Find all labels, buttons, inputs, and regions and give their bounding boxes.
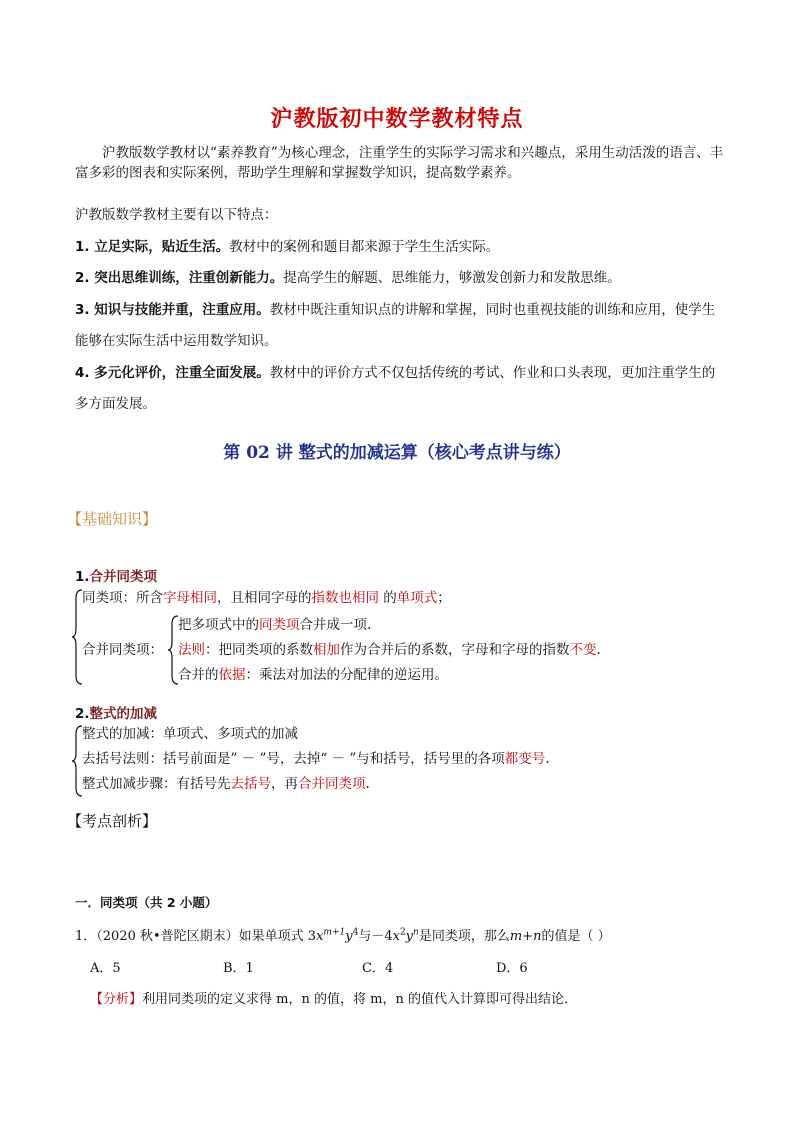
intro-lead: 沪教版数学教材主要有以下特点： <box>75 207 278 223</box>
option-a[interactable]: A．5 <box>90 961 121 976</box>
option-d[interactable]: D．6 <box>496 961 528 976</box>
section-2-heading: 2.整式的加减 <box>75 706 158 722</box>
question-1-analysis: 【分析】利用同类项的定义求得 m，n 的值，将 m，n 的值代入计算即可得出结论． <box>90 992 577 1007</box>
question-section-title: 一．同类项（共 2 小题） <box>75 895 218 910</box>
s2-line-1: 整式的加减：单项式、多项式的加减 <box>82 726 298 742</box>
s1-line-3: 法则：把同类项的系数相加作为合并后的系数，字母和字母的指数不变. <box>178 642 601 658</box>
question-1-stem: 1．（2020 秋•普陀区期末）如果单项式 $3x^{m+1}y^4$与$-4x^2y^n$是同类项，那么m+n的值是（ ） <box>75 927 611 944</box>
option-c[interactable]: C．4 <box>362 961 394 976</box>
analysis-label: 【考点剖析】 <box>67 812 158 830</box>
s1-line-2: 把多项式中的同类项合并成一项. <box>178 617 372 633</box>
s1-line-1: 同类项：所含字母相同，且相同字母的指数也相同 的单项式； <box>82 590 451 606</box>
s2-line-3: 整式加减步骤：有括号先去括号，再合并同类项. <box>82 776 370 792</box>
basics-label: 【基础知识】 <box>67 510 158 528</box>
intro-paragraph: 沪教版数学教材以“素养教育”为核心理念，注重学生的实际学习需求和兴趣点，采用生动活泼的语言、丰富多彩的图表和实际案例，帮助学生理解和掌握数学知识，提高数学素养。 <box>75 145 724 181</box>
feature-4: 4. 多元化评价，注重全面发展。教材中的评价方式不仅包括传统的考试、作业和口头表现，更加注重学生的多方面发展。 <box>75 365 716 412</box>
feature-3: 3. 知识与技能并重，注重应用。教材中既注重知识点的讲解和掌握，同时也重视技能的训练和应用，使学生能够在实际生活中运用数学知识。 <box>75 302 716 349</box>
s1-line-4: 合并的依据：乘法对加法的分配律的逆运用。 <box>178 667 448 683</box>
feature-1: 1. 立足实际，贴近生活。教材中的案例和题目都来源于学生生活实际。 <box>75 239 500 255</box>
option-b[interactable]: B．1 <box>223 961 254 976</box>
feature-2: 2. 突出思维训练，注重创新能力。提高学生的解题、思维能力，够激发创新力和发散思维。 <box>75 270 621 286</box>
lesson-title: 第 02 讲 整式的加减运算（核心考点讲与练） <box>223 443 571 463</box>
section-1-heading: 1.合并同类项 <box>75 569 158 585</box>
main-title: 沪教版初中数学教材特点 <box>270 107 524 132</box>
s2-line-2: 去括号法则：括号前面是” － ”号，去掉“ － ”与和括号，括号里的各项都变号. <box>82 751 550 767</box>
s1-label-combine: 合并同类项： <box>82 642 163 658</box>
